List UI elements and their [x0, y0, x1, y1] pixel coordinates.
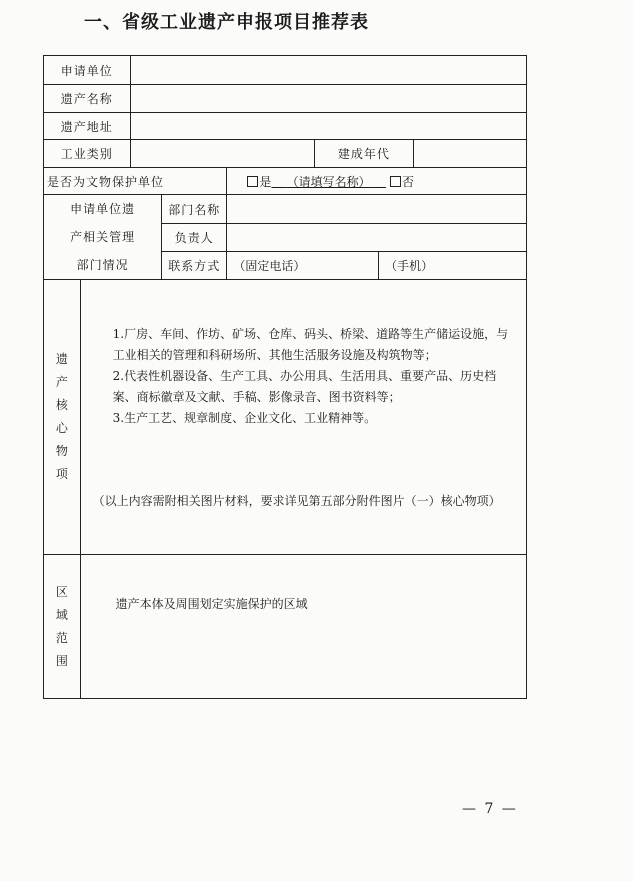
dept-label-line-3: 部门情况	[76, 258, 129, 272]
mobile-hint: （手机）	[385, 259, 434, 273]
core-label-char: 心	[55, 421, 68, 435]
region-label-char: 区	[55, 584, 68, 599]
dept-name-field[interactable]	[227, 195, 527, 224]
dept-label-line-2: 产相关管理	[70, 230, 136, 244]
protected-unit-label: 是否为文物保护单位	[44, 168, 227, 195]
heritage-name-field[interactable]	[130, 85, 526, 113]
protected-name-blank[interactable]	[271, 175, 386, 189]
dept-name-label: 部门名称	[162, 195, 227, 224]
core-label-char: 遗	[55, 352, 68, 366]
page-title: 一、省级工业遗产申报项目推荐表	[84, 12, 369, 33]
mobile-field[interactable]	[379, 252, 527, 280]
heritage-address-field[interactable]	[130, 113, 526, 140]
core-items-field[interactable]	[80, 280, 526, 555]
region-label-char: 域	[55, 607, 68, 622]
build-year-label: 建成年代	[315, 140, 414, 168]
region-label	[44, 555, 81, 699]
person-in-charge-label: 负责人	[162, 224, 227, 252]
protected-unit-options	[227, 168, 527, 195]
no-checkbox[interactable]	[390, 176, 401, 187]
no-label: 否	[401, 174, 414, 189]
dept-label-line-1: 申请单位遗	[70, 202, 136, 216]
core-label-char: 项	[55, 467, 68, 481]
yes-checkbox[interactable]	[247, 176, 258, 187]
region-label-char: 围	[55, 653, 68, 668]
core-item-2: 2.代表性机器设备、生产工具、办公用具、生活用具、重要产品、历史档案、商标徽章及文献、手稿、影像录音、图书资料等；	[112, 369, 497, 404]
industry-type-label: 工业类别	[44, 140, 131, 168]
applicant-field[interactable]	[130, 56, 526, 85]
person-in-charge-field[interactable]	[227, 224, 527, 252]
core-item-3: 3.生产工艺、规章制度、企业文化、工业精神等。	[112, 411, 377, 425]
recommendation-form	[43, 55, 527, 699]
protected-fill-hint: （请填写名称）	[286, 174, 371, 189]
core-items-list	[113, 324, 514, 429]
core-label-char: 产	[55, 375, 68, 389]
region-field[interactable]	[80, 555, 526, 699]
core-item-1: 1.厂房、车间、作坊、矿场、仓库、码头、桥梁、道路等生产储运设施，与工业相关的管理和科研场所、其他生活服务设施及构筑物等；	[112, 327, 509, 362]
contact-label: 联系方式	[162, 252, 227, 280]
heritage-name-label: 遗产名称	[44, 85, 131, 113]
build-year-field[interactable]	[413, 140, 526, 168]
core-label-char: 物	[55, 444, 68, 458]
dept-section-label	[44, 195, 162, 280]
page-number: — 7 —	[462, 801, 518, 817]
core-label-char: 核	[55, 398, 68, 412]
region-description: 遗产本体及周围划定实施保护的区域	[115, 597, 308, 611]
heritage-address-label: 遗产地址	[44, 113, 131, 140]
landline-field[interactable]	[227, 252, 379, 280]
core-items-note: （以上内容需附相关图片材料，要求详见第五部分附件图片（一）核心物项）	[92, 494, 501, 508]
industry-type-field[interactable]	[130, 140, 314, 168]
core-items-label	[44, 280, 81, 555]
landline-hint: （固定电话）	[233, 259, 306, 273]
region-label-char: 范	[55, 630, 68, 645]
applicant-label: 申请单位	[44, 56, 131, 85]
yes-label: 是	[259, 174, 272, 189]
